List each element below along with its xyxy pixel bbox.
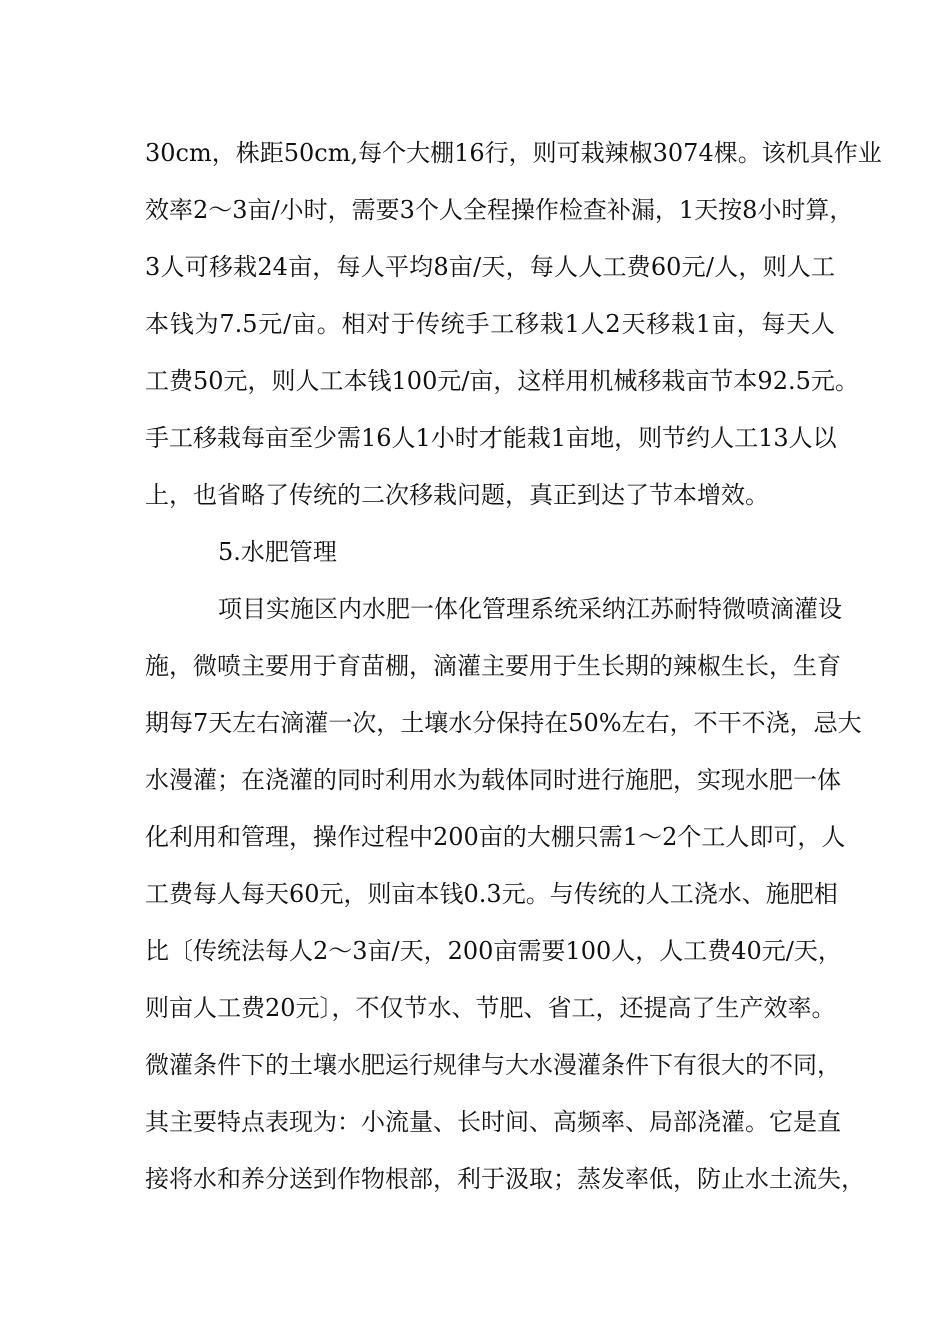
text-line: 本钱为7.5元/亩。相对于传统手工移栽1人2天移栽1亩，每天人 [145,310,835,338]
text-line: 施，微喷主要用于育苗棚，滴灌主要用于生长期的辣椒生长，生育 [145,652,841,680]
text-line: 微灌条件下的土壤水肥运行规律与大水漫灌条件下有很大的不同， [145,1051,841,1079]
text-line: 上，也省略了传统的二次移栽问题，真正到达了节本增效。 [145,481,769,509]
text-line: 3人可移栽24亩，每人平均8亩/天，每人人工费60元/人，则人工 [145,253,835,281]
text-line: 则亩人工费20元〕，不仅节水、节肥、省工，还提高了生产效率。 [145,994,836,1022]
text-line: 水漫灌；在浇灌的同时利用水为载体同时进行施肥，实现水肥一体 [145,766,841,794]
text-line: 工费每人每天60元，则亩本钱0.3元。与传统的人工浇水、施肥相 [145,880,838,908]
text-line: 比〔传统法每人2～3亩/天，200亩需要100人，人工费40元/天， [145,937,842,965]
text-line: 手工移栽每亩至少需16人1小时才能栽1亩地，则节约人工13人以 [145,424,837,452]
text-line: 其主要特点表现为：小流量、长时间、高频率、局部浇灌。它是直 [145,1108,841,1136]
text-line: 工费50元，则人工本钱100元/亩，这样用机械移栽亩节本92.5元。 [145,367,859,395]
text-line: 接将水和养分送到作物根部，利于汲取；蒸发率低，防止水土流失， [145,1165,865,1193]
text-line: 效率2～3亩/小时，需要3个人全程操作检查补漏，1天按8小时算， [145,196,854,224]
text-line: 化利用和管理，操作过程中200亩的大棚只需1～2个工人即可，人 [145,823,846,851]
text-line: 项目实施区内水肥一体化管理系统采纳江苏耐特微喷滴灌设 [218,595,842,623]
text-line: 30cm，株距50cm,每个大棚16行，则可栽辣椒3074棵。该机具作业 [145,139,882,167]
section-heading: 5.水肥管理 [218,538,337,566]
text-line: 期每7天左右滴灌一次，土壤水分保持在50%左右，不干不浇，忌大 [145,709,862,737]
